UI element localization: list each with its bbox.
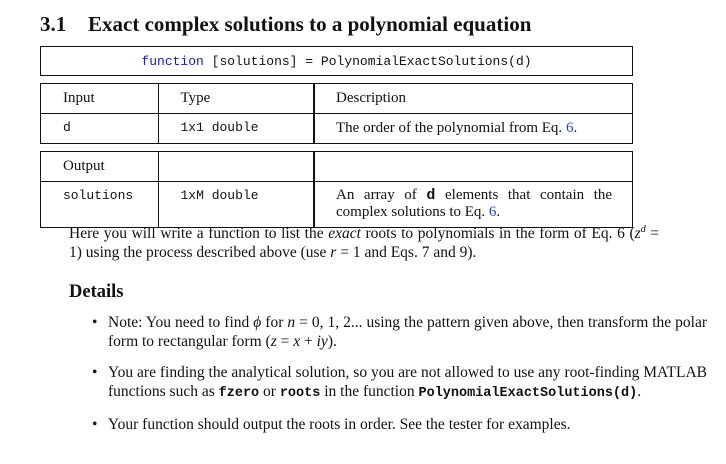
section-title: Exact complex solutions to a polynomial equation bbox=[88, 12, 532, 36]
description-header: Description bbox=[313, 83, 633, 115]
input-row bbox=[40, 114, 633, 144]
list-item: • Your function should output the roots in order. See the tester for examples. bbox=[92, 416, 571, 433]
section-number: 3.1 bbox=[40, 12, 67, 36]
header-row bbox=[40, 84, 633, 114]
output-description: An array of d elements that contain the complex solutions to Eq. 6. bbox=[313, 181, 633, 229]
equation-reference-link-2[interactable]: 6 bbox=[488, 203, 497, 220]
signature-equals: = bbox=[305, 54, 314, 69]
input-description: The order of the polynomial from Eq. 6. bbox=[313, 113, 633, 145]
type-header: Type bbox=[158, 83, 315, 115]
details-heading: Details bbox=[69, 282, 124, 302]
input-header: Input bbox=[40, 83, 159, 115]
output-header: Output bbox=[40, 151, 159, 183]
signature-outputs: [solutions] bbox=[211, 54, 298, 69]
function-keyword: function bbox=[141, 54, 204, 69]
signature-args: (d) bbox=[508, 54, 532, 69]
details-list bbox=[92, 313, 707, 446]
list-item: • Note: You need to find ϕ for n = 0, 1, 2... using the pattern given above, then transform the polar form to rectangular form (z = x + iy). bbox=[92, 314, 708, 350]
bullet-icon: • bbox=[92, 416, 98, 433]
function-spec-table bbox=[40, 46, 633, 228]
list-item: • You are finding the analytical solution, so you are not allowed to use any root-finding MATLAB functions such as fzero or roots in the function PolynomialExactSolutions(d). bbox=[92, 364, 707, 401]
input-type: 1x1 double bbox=[158, 113, 315, 145]
output-header-row bbox=[40, 152, 633, 182]
function-name: PolynomialExactSolutions bbox=[320, 54, 509, 69]
input-name: d bbox=[40, 113, 159, 145]
output-name: solutions bbox=[40, 181, 159, 229]
function-signature bbox=[40, 46, 633, 76]
bullet-icon: • bbox=[92, 314, 98, 331]
equation-reference-link[interactable]: 6 bbox=[565, 119, 574, 136]
section-heading bbox=[40, 12, 531, 37]
bullet-icon: • bbox=[92, 364, 98, 381]
intro-paragraph: Here you will write a function to list the exact roots to polynomials in the form of Eq. 6 $(z^d = 1)$ using the process described above (use r = 1 and Eqs. 7 and 9). bbox=[69, 224, 660, 262]
output-type: 1xM double bbox=[158, 181, 315, 229]
